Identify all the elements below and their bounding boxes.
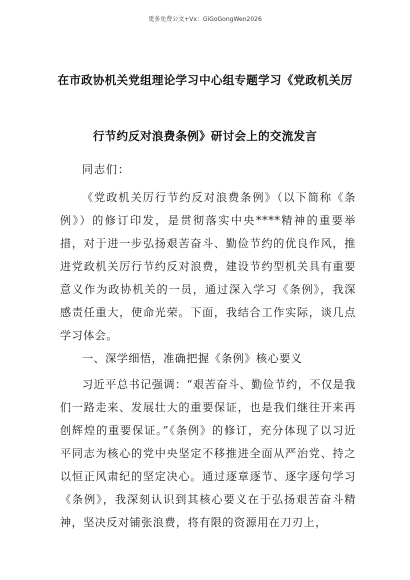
document-title-line-2: 行节约反对浪费条例》研讨会上的交流发言 bbox=[92, 129, 318, 143]
salutation: 同志们： bbox=[82, 163, 130, 176]
paragraph-section-1: 习近平总书记强调：“艰苦奋斗、勤俭节约，不仅是我们一路走来、发展壮大的重要保证，也是我们继往开来再创辉煌的重要保证。”《条例》的修订，充分体现了以习近平同志为核心的党中央坚定不移推进全面从严治党、持之以恒正风肃纪的坚定决心。通过逐章逐节、逐字逐句学习《条例》，我深刻认识到其核心要义在于弘扬艰苦奋斗精神，坚决反对铺张浪费，将有限的资源用在刀刃上， bbox=[60, 378, 356, 529]
paragraph-intro: 《党政机关厉行节约反对浪费条例》（以下简称《条例》）的修订印发，是贯彻落实中央****精神的重要举措，对于进一步弘扬艰苦奋斗、勤俭节约的优良作风，推进党政机关厉行节约反对浪费，建设节约型机关具有重要意义作为政协机关的一员，通过深入学习《条例》，我深感责任重大，使命光荣。下面，我结合工作实际，谈几点学习体会。 bbox=[60, 191, 356, 342]
section-heading-1: 一、深学细悟，准确把握《条例》核心要义 bbox=[82, 352, 303, 365]
document-title-line-1: 在市政协机关党组理论学习中心组专题学习《党政机关厉 bbox=[57, 73, 353, 87]
header-note: 更多免费公文+Vx：GiGoGongWen2026 bbox=[148, 16, 262, 23]
